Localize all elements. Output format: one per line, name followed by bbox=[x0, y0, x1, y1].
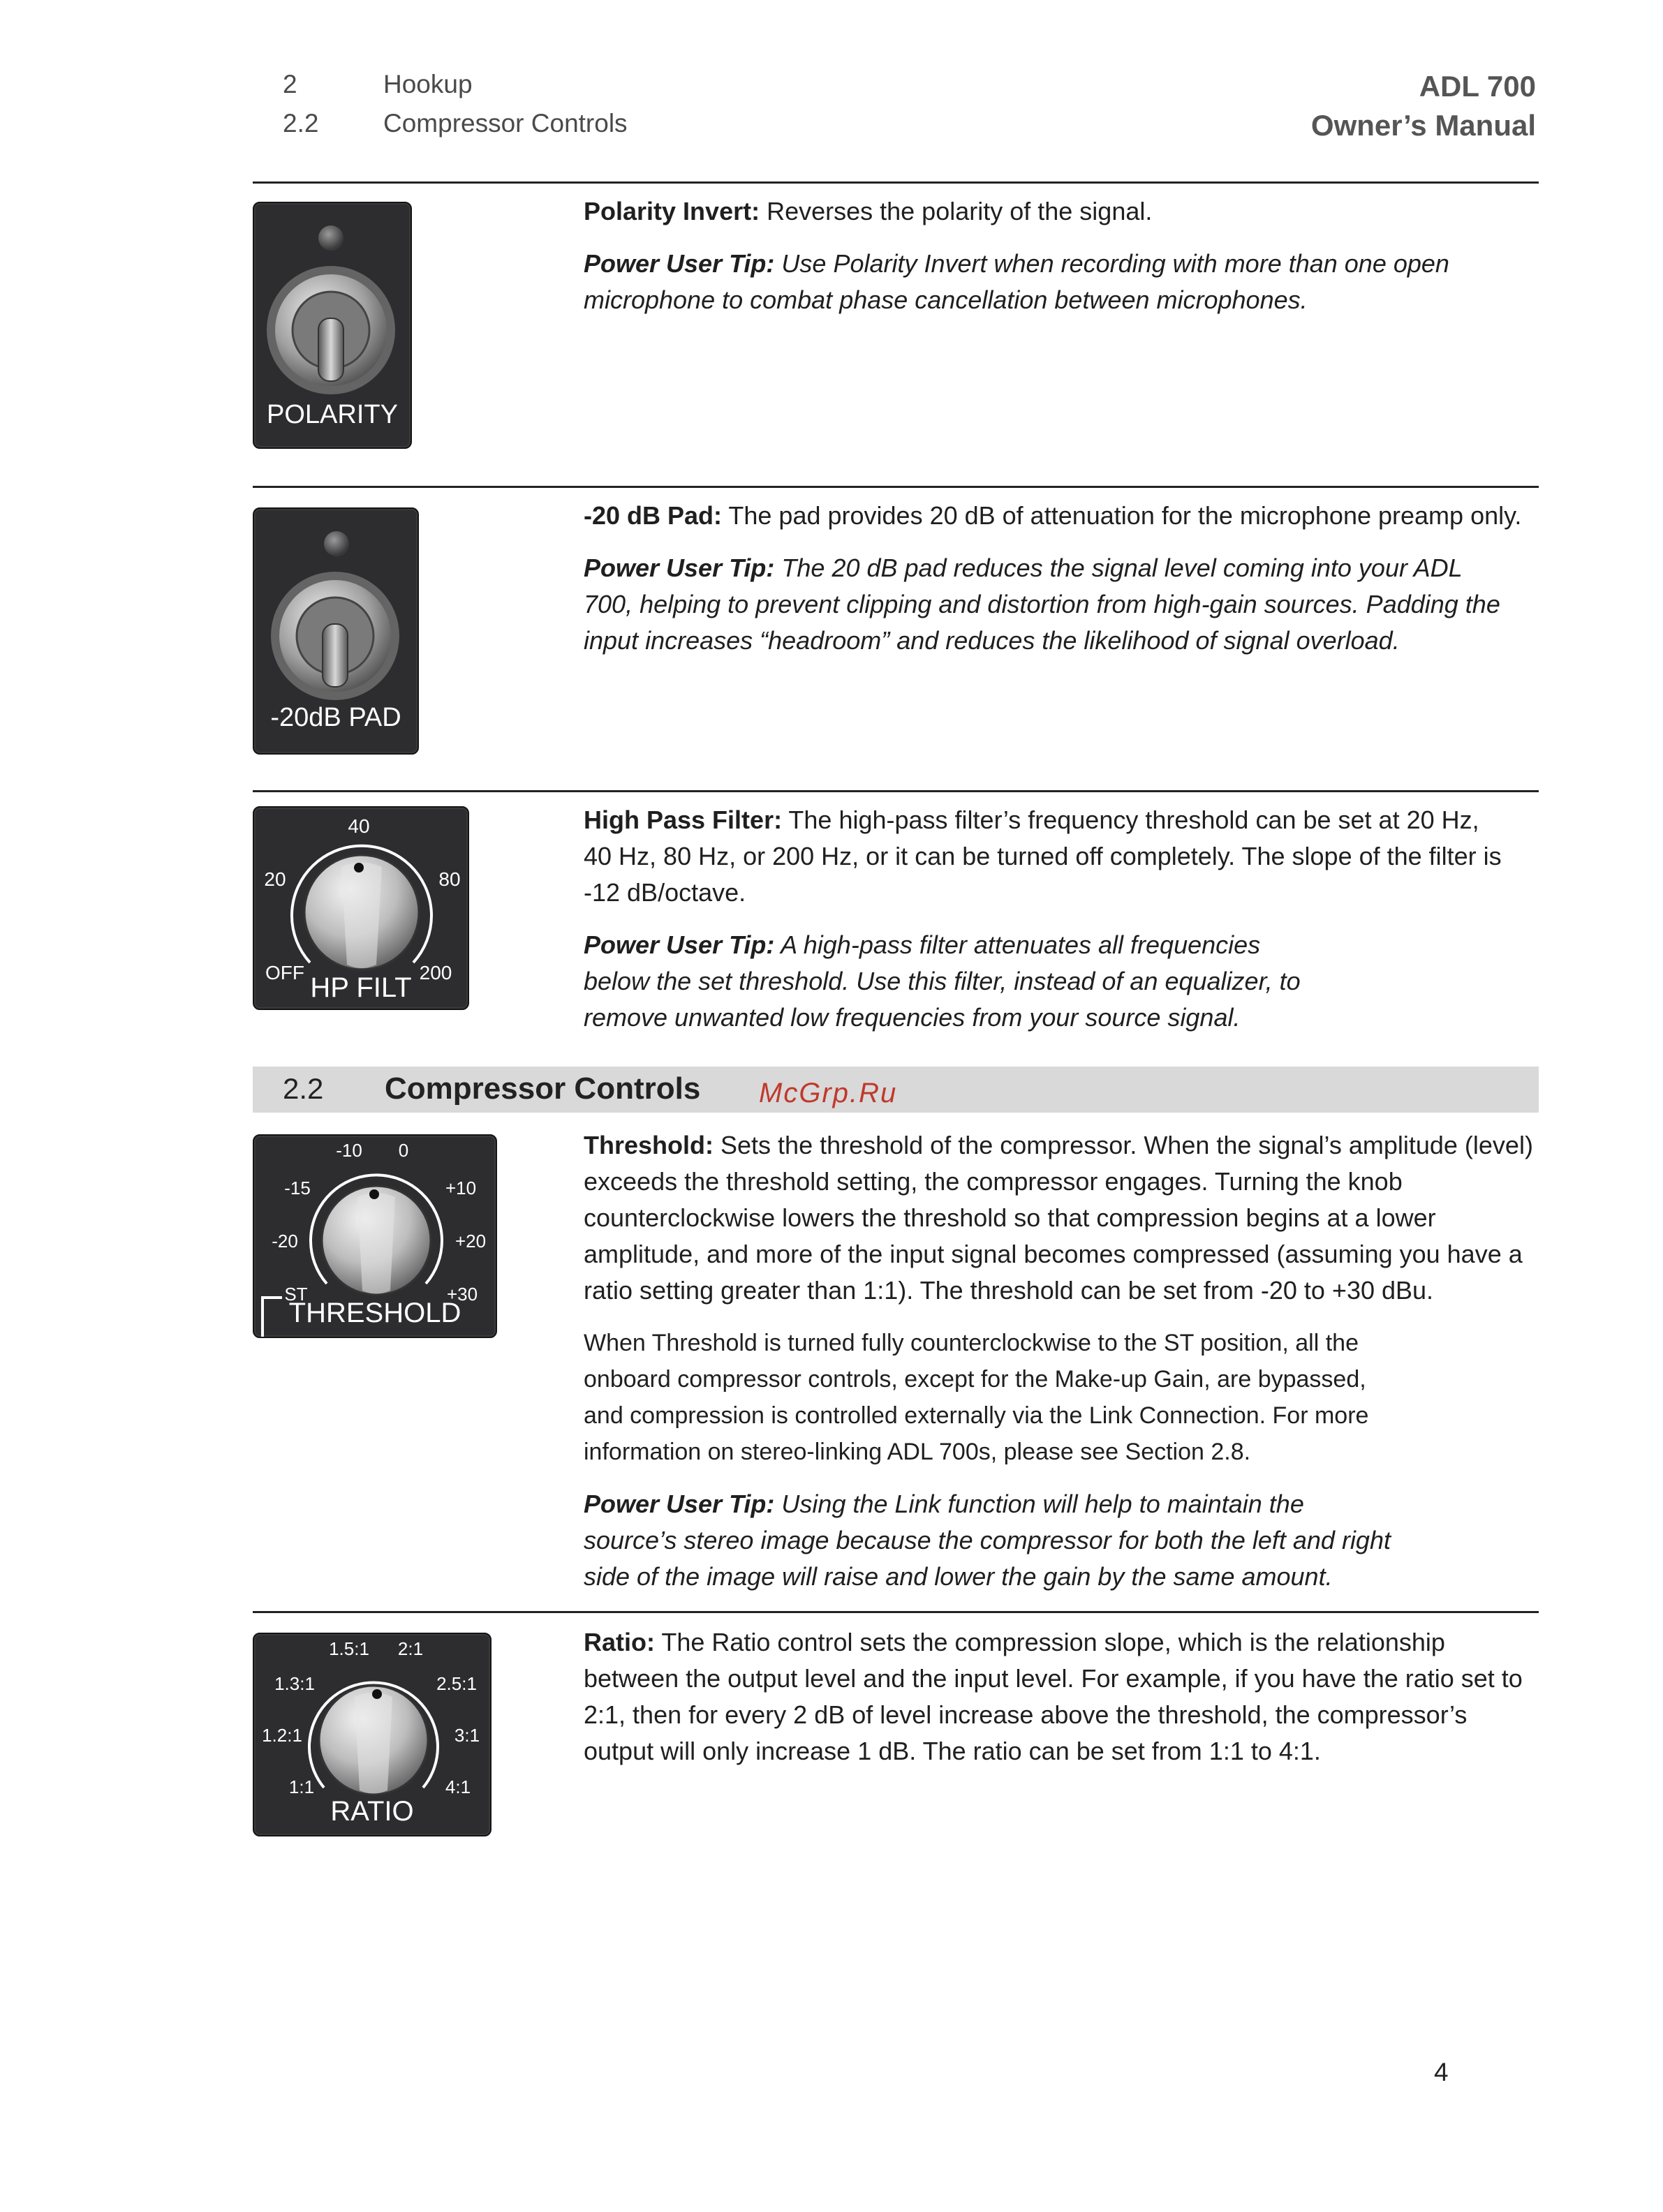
hpf-panel-label: HP FILT bbox=[310, 972, 412, 1003]
pad-text: The pad provides 20 dB of attenuation for the microphone preamp only. bbox=[722, 501, 1522, 530]
threshold-para2: When Threshold is turned fully counterclockwise to the ST position, all the onboard compressor controls, except for the Make-up Gain, are bypassed, and compression is controlled externally via the Link Connection. For more information on stereo-linking ADL 700s, please see Section 2.8. bbox=[584, 1330, 1369, 1465]
hpf-lead: High Pass Filter: bbox=[584, 806, 783, 834]
toggle-lever[interactable] bbox=[323, 624, 348, 687]
scale-label: 2.5:1 bbox=[436, 1673, 477, 1694]
hpf-knob-panel bbox=[253, 806, 469, 1010]
pad-description bbox=[584, 498, 1540, 675]
divider bbox=[253, 1611, 1539, 1613]
threshold-description bbox=[584, 1127, 1540, 1611]
scale-label: 4:1 bbox=[445, 1776, 471, 1797]
pad-panel-label: -20dB PAD bbox=[270, 703, 401, 732]
polarity-tip-text: Use Polarity Invert when recording with more than one open microphone to combat phase cancellation between microphones. bbox=[584, 249, 1449, 314]
scale-label: 200 bbox=[419, 962, 452, 983]
threshold-lead: Threshold: bbox=[584, 1131, 714, 1159]
polarity-tip-lead: Power User Tip: bbox=[584, 249, 775, 278]
divider bbox=[253, 486, 1539, 488]
ratio-knob-panel bbox=[253, 1633, 491, 1836]
section-title: Compressor Controls bbox=[383, 109, 628, 138]
scale-label: 0 bbox=[398, 1140, 409, 1161]
pad-lead: -20 dB Pad: bbox=[584, 501, 723, 530]
threshold-panel-label: THRESHOLD bbox=[288, 1298, 461, 1328]
divider bbox=[253, 790, 1539, 792]
knob-pointer bbox=[369, 1189, 379, 1199]
scale-label: 1.2:1 bbox=[262, 1725, 302, 1746]
hpf-text: The high-pass filter’s frequency threshold can be set at 20 Hz, 40 Hz, 80 Hz, or 200 Hz, or it can be turned off completely. The slope of the filter is -12 dB/octave. bbox=[584, 806, 1502, 907]
pad-tip-text: The 20 dB pad reduces the signal level coming into your ADL 700, helping to prevent clipping and distortion from high-gain sources. Padding the input increases “headroom” and reduces the likelihood of signal overload. bbox=[584, 554, 1500, 655]
pad-switch-panel bbox=[253, 507, 419, 755]
led-indicator bbox=[324, 531, 349, 556]
section-heading-bar bbox=[253, 1067, 1539, 1113]
toggle-lever[interactable] bbox=[318, 318, 343, 381]
ratio-panel-label: RATIO bbox=[330, 1796, 414, 1827]
scale-label: 1:1 bbox=[288, 1776, 315, 1797]
led-indicator bbox=[318, 225, 343, 251]
section-heading-title: Compressor Controls bbox=[385, 1071, 701, 1106]
hpf-tip-text: A high-pass filter attenuates all frequencies below the set threshold. Use this filter, instead of an equalizer, to remove unwanted low frequencies from your source signal. bbox=[584, 930, 1301, 1032]
hpf-description bbox=[584, 802, 1512, 1052]
scale-label: 2:1 bbox=[397, 1638, 424, 1659]
watermark: McGrp.Ru bbox=[759, 1078, 898, 1108]
scale-label: OFF bbox=[265, 962, 304, 983]
scale-label: +30 bbox=[446, 1284, 478, 1305]
polarity-description bbox=[584, 193, 1540, 334]
pad-tip-lead: Power User Tip: bbox=[584, 554, 775, 582]
scale-label: +20 bbox=[454, 1231, 487, 1252]
divider bbox=[253, 181, 1539, 184]
scale-label: -15 bbox=[284, 1178, 311, 1198]
chapter-number: 2 bbox=[283, 70, 297, 98]
scale-label: -10 bbox=[336, 1140, 362, 1161]
ratio-lead: Ratio: bbox=[584, 1628, 655, 1656]
section-heading-number: 2.2 bbox=[283, 1072, 324, 1105]
page-number: 4 bbox=[1434, 2058, 1449, 2086]
polarity-panel-label: POLARITY bbox=[267, 400, 398, 429]
scale-label: 40 bbox=[348, 815, 370, 837]
threshold-tip-lead: Power User Tip: bbox=[584, 1490, 775, 1518]
scale-label: -20 bbox=[272, 1231, 298, 1252]
threshold-knob-panel bbox=[253, 1134, 497, 1338]
scale-label: 20 bbox=[264, 868, 286, 890]
polarity-text: Reverses the polarity of the signal. bbox=[760, 197, 1153, 225]
polarity-switch-panel bbox=[253, 202, 412, 449]
product-name: ADL 700 bbox=[1419, 70, 1536, 103]
manual-title: Owner’s Manual bbox=[1310, 109, 1536, 142]
ratio-description bbox=[584, 1624, 1540, 1786]
polarity-lead: Polarity Invert: bbox=[584, 197, 760, 225]
ratio-text: The Ratio control sets the compression slope, which is the relationship between the output level and the input level. For example, if you have the ratio set to 2:1, then for every 2 dB of level increase above the threshold, the compressor’s output will only increase 1 dB. The ratio can be set from 1:1 to 4:1. bbox=[584, 1628, 1523, 1765]
threshold-text: Sets the threshold of the compressor. When the signal’s amplitude (level) exceeds the threshold setting, the compressor engages. Turning the knob counterclockwise lowers the threshold so that compression begins at a lower amplitude, and more of the input signal becomes compressed (assuming you have a ratio setting greater than 1:1). The threshold can be set from -20 to +30 dBu. bbox=[584, 1131, 1533, 1305]
section-number: 2.2 bbox=[283, 109, 319, 138]
hpf-tip-lead: Power User Tip: bbox=[584, 930, 775, 959]
scale-label: 3:1 bbox=[454, 1725, 480, 1746]
chapter-title: Hookup bbox=[383, 70, 473, 98]
scale-label: 1.5:1 bbox=[329, 1638, 369, 1659]
knob-pointer bbox=[372, 1689, 382, 1699]
threshold-tip-text: Using the Link function will help to maintain the source’s stereo image because the compressor for both the left and right side of the image will raise and lower the gain by the same amount. bbox=[584, 1490, 1391, 1591]
scale-label: +10 bbox=[445, 1178, 477, 1198]
scale-label: ST bbox=[284, 1284, 308, 1305]
scale-label: 1.3:1 bbox=[274, 1673, 315, 1694]
knob-pointer bbox=[354, 863, 364, 873]
scale-label: 80 bbox=[438, 868, 461, 890]
